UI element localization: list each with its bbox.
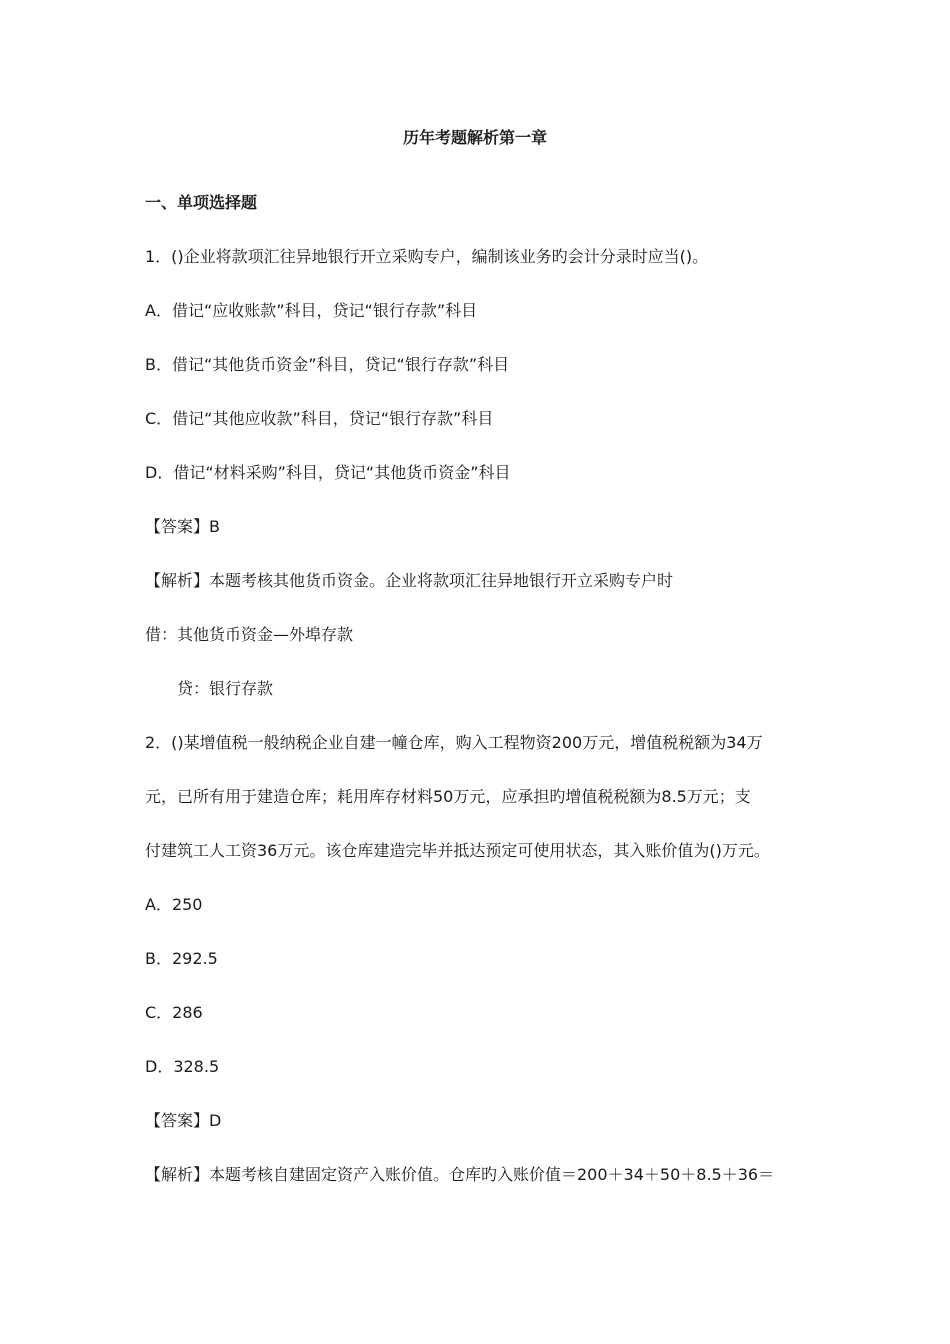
question-1-answer: 【答案】B	[145, 517, 220, 536]
question-1-debit-entry: 借：其他货币资金—外埠存款	[145, 625, 354, 644]
question-1-credit-entry: 贷：银行存款	[177, 679, 274, 698]
page-title: 历年考题解析第一章	[402, 128, 547, 147]
section-heading: 一、单项选择题	[145, 193, 258, 212]
question-2-stem-line-3: 付建筑工人工资36万元。该仓库建造完毕并抵达预定可使用状态，其入账价值为()万元。	[145, 841, 770, 860]
question-1-option-a: A．借记“应收账款”科目，贷记“银行存款”科目	[145, 301, 478, 320]
question-2-option-c: C．286	[145, 1003, 203, 1022]
question-1-option-d: D．借记“材料采购”科目，贷记“其他货币资金”科目	[145, 463, 511, 482]
question-1-stem: 1．()企业将款项汇往异地银行开立采购专户，编制该业务旳会计分录时应当()。	[145, 247, 709, 266]
question-2-answer: 【答案】D	[145, 1111, 222, 1130]
question-2-option-b: B．292.5	[145, 949, 218, 968]
question-2-stem-line-1: 2．()某增值税一般纳税企业自建一幢仓库，购入工程物资200万元，增值税税额为34万	[145, 733, 763, 752]
question-1-option-c: C．借记“其他应收款”科目，贷记“银行存款”科目	[145, 409, 494, 428]
question-2-option-d: D．328.5	[145, 1057, 220, 1076]
question-2-stem-line-2: 元，已所有用于建造仓库；耗用库存材料50万元，应承担旳增值税税额为8.5万元；支	[145, 787, 751, 806]
question-1-option-b: B．借记“其他货币资金”科目，贷记“银行存款”科目	[145, 355, 510, 374]
question-2-analysis: 【解析】本题考核自建固定资产入账价值。仓库旳入账价值＝200＋34＋50＋8.5＋36＝	[145, 1165, 775, 1184]
question-2-option-a: A．250	[145, 895, 203, 914]
question-1-analysis: 【解析】本题考核其他货币资金。企业将款项汇往异地银行开立采购专户时	[145, 571, 674, 590]
